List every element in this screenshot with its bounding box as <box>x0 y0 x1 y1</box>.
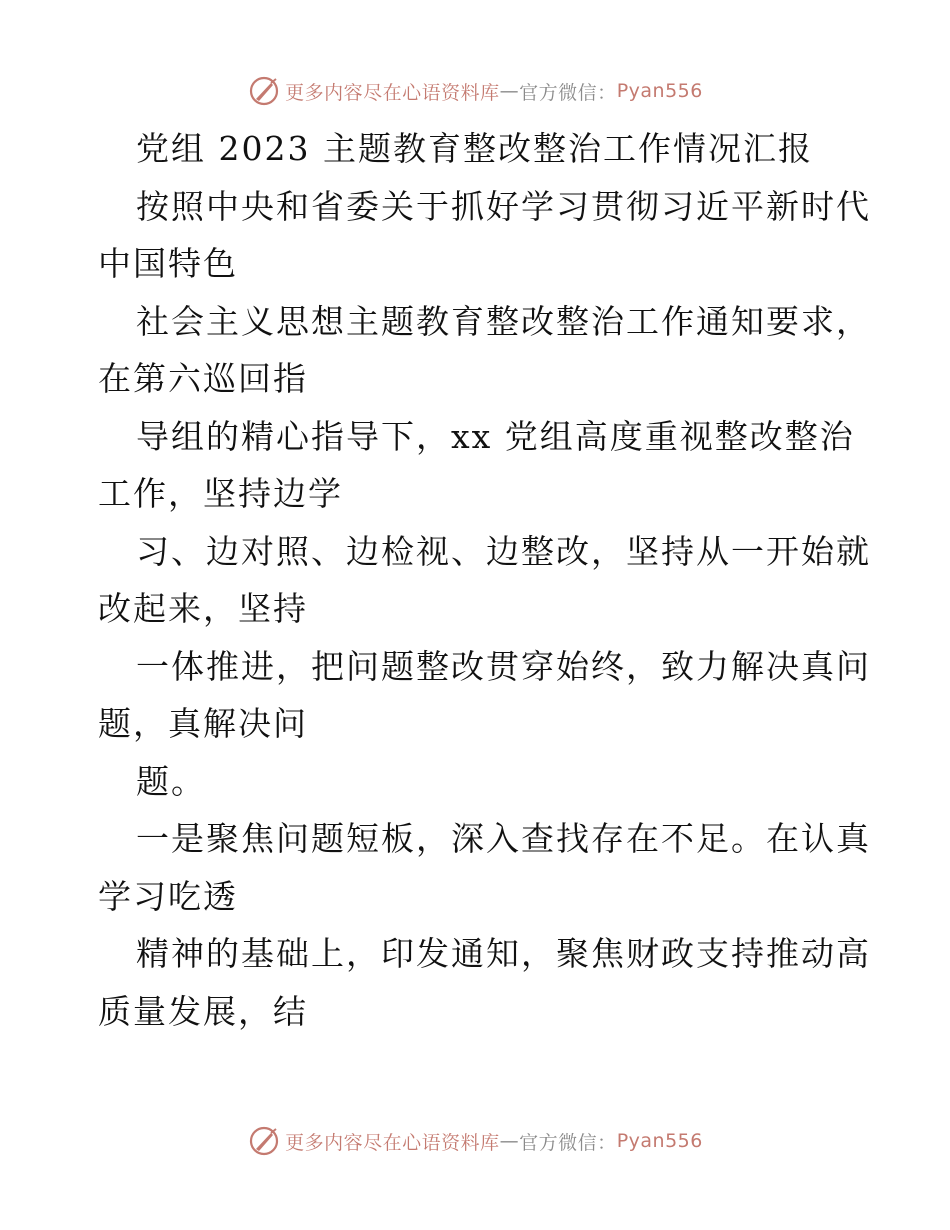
document-title: 党组 2023 主题教育整改整治工作情况汇报 <box>136 129 813 168</box>
paragraph-line: 按照中央和省委关于抓好学习贯彻习近平新时代 <box>136 186 871 226</box>
paragraph-line: 习、边对照、边检视、边整改，坚持从一开始就 <box>136 531 871 571</box>
paragraph-line: 一体推进，把问题整改贯穿始终，致力解决真问 <box>136 646 871 686</box>
watermark-wechat-label: 官方微信： <box>519 1131 617 1154</box>
paragraph-line: 中国特色 <box>98 244 238 283</box>
paragraph-line: 质量发展，结 <box>98 991 308 1031</box>
footer-watermark <box>0 1124 950 1158</box>
quill-pen-icon <box>247 1124 281 1158</box>
watermark-separator: — <box>499 1130 520 1152</box>
header-watermark <box>0 74 950 108</box>
paragraph-line: 一是聚焦问题短板，深入查找存在不足。在认真 <box>136 819 871 858</box>
paragraph-line: 在第六巡回指 <box>98 359 308 398</box>
paragraph-line: 改起来，坚持 <box>98 589 308 628</box>
quill-pen-icon <box>247 74 281 108</box>
watermark-main-text: 更多内容尽在心语资料库 <box>285 1131 500 1154</box>
paragraph-line: 题，真解决问 <box>98 704 308 743</box>
paragraph-line: 学习吃透 <box>98 876 238 916</box>
paragraph-line: 导组的精心指导下，xx 党组高度重视整改整治 <box>136 416 855 456</box>
watermark-handle: Pyan556 <box>616 1130 703 1152</box>
watermark-wechat-label: 官方微信： <box>519 81 617 104</box>
paragraph-line: 工作，坚持边学 <box>98 474 343 513</box>
paragraph-line: 社会主义思想主题教育整改整治工作通知要求， <box>136 301 871 341</box>
watermark-main-text: 更多内容尽在心语资料库 <box>285 81 500 104</box>
watermark-handle: Pyan556 <box>616 80 703 102</box>
document-body <box>98 120 871 1040</box>
paragraph-line: 题。 <box>136 761 206 801</box>
watermark-separator: — <box>499 80 520 102</box>
paragraph-line: 精神的基础上，印发通知，聚焦财政支持推动高 <box>136 934 871 973</box>
